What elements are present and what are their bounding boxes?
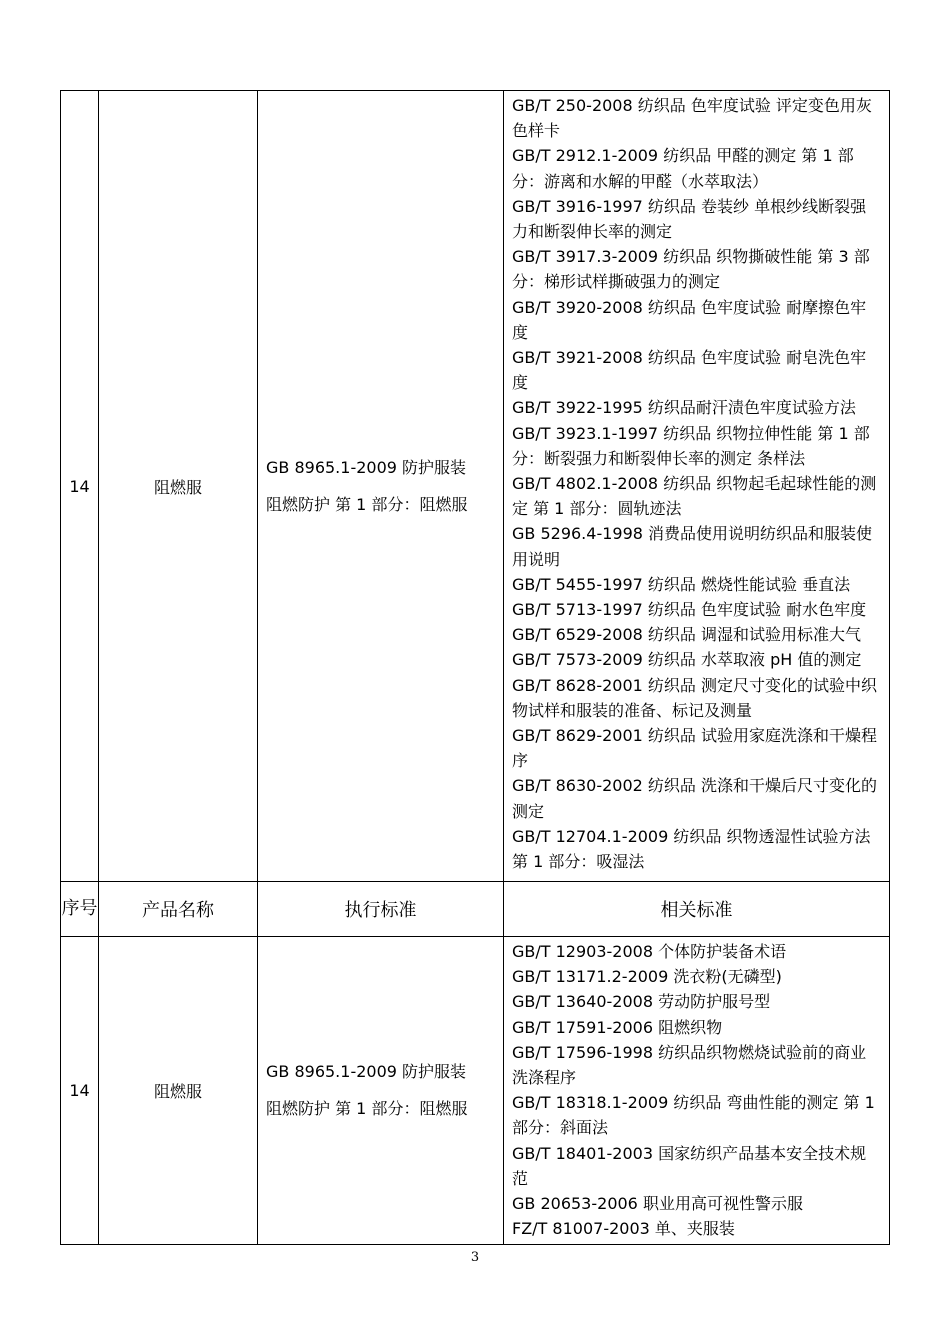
related-standard-item: FZ/T 81007-2003 单、夹服装 [512, 1219, 735, 1239]
row-number: 14 [61, 91, 99, 882]
related-standard-item: GB/T 12903-2008 个体防护装备术语 [512, 942, 787, 961]
page-number: 3 [470, 1250, 480, 1265]
execution-standard-line: GB 8965.1-2009 防护服装 [266, 1062, 467, 1081]
related-standard-item: GB/T 8628-2001 纺织品 测定尺寸变化的试验中织物试样和服装的准备、标记及测量 [512, 675, 878, 720]
row-number: 14 [61, 937, 99, 1245]
related-standard-item: GB/T 7573-2009 纺织品 水萃取液 pH 值的测定 [512, 650, 862, 670]
related-standard-item: GB/T 4802.1-2008 纺织品 织物起毛起球性能的测定 第 1 部分：圆轨迹法 [512, 474, 877, 519]
table-header-row [61, 882, 890, 937]
header-execution-standard: 执行标准 [258, 882, 504, 937]
related-standard-item: GB/T 12704.1-2009 纺织品 织物透湿性试验方法 第 1 部分：吸湿法 [512, 826, 871, 872]
execution-standard [258, 91, 504, 882]
related-standard-item: GB/T 18401-2003 国家纺织产品基本安全技术规范 [512, 1143, 867, 1188]
related-standard-item: GB/T 17591-2006 阻燃织物 [512, 1017, 723, 1037]
related-standard-item: GB/T 13640-2008 劳动防护服号型 [512, 992, 771, 1012]
product-name: 阻燃服 [99, 91, 258, 882]
related-standard-item: GB/T 5455-1997 纺织品 燃烧性能试验 垂直法 [512, 574, 851, 594]
related-standard-item: GB/T 3920-2008 纺织品 色牢度试验 耐摩擦色牢度 [512, 297, 867, 342]
related-standard-item: GB 20653-2006 职业用高可视性警示服 [512, 1194, 803, 1214]
related-standard-item: GB/T 3922-1995 纺织品耐汗渍色牢度试验方法 [512, 398, 856, 418]
execution-standard-line: 阻燃防护 第 1 部分：阻燃服 [266, 494, 468, 514]
execution-standard-line: GB 8965.1-2009 防护服装 [266, 457, 467, 477]
related-standard-item: GB/T 8629-2001 纺织品 试验用家庭洗涤和干燥程序 [512, 726, 878, 771]
standards-table [60, 90, 890, 1245]
header-product-name: 产品名称 [99, 882, 258, 937]
execution-standard-line: 阻燃防护 第 1 部分：阻燃服 [266, 1099, 468, 1118]
table-row [61, 937, 890, 1245]
related-standard-item: GB/T 17596-1998 纺织品织物燃烧试验前的商业洗涤程序 [512, 1042, 867, 1088]
related-standard-item: GB/T 3921-2008 纺织品 色牢度试验 耐皂洗色牢度 [512, 348, 867, 393]
related-standard-item: GB/T 6529-2008 纺织品 调湿和试验用标准大气 [512, 625, 862, 645]
related-standard-item: GB 5296.4-1998 消费品使用说明纺织品和服装使用说明 [512, 524, 873, 569]
related-standard-item: GB/T 250-2008 纺织品 色牢度试验 评定变色用灰色样卡 [512, 96, 872, 141]
header-number: 序号 [61, 882, 99, 937]
related-standard-item: GB/T 3917.3-2009 纺织品 织物撕破性能 第 3 部分：梯形试样撕破强力的测定 [512, 247, 870, 292]
related-standards [504, 937, 890, 1245]
related-standard-item: GB/T 18318.1-2009 纺织品 弯曲性能的测定 第 1 部分：斜面法 [512, 1093, 875, 1138]
related-standard-item: GB/T 3916-1997 纺织品 卷装纱 单根纱线断裂强力和断裂伸长率的测定 [512, 196, 867, 242]
related-standard-item: GB/T 5713-1997 纺织品 色牢度试验 耐水色牢度 [512, 600, 867, 620]
execution-standard [258, 937, 504, 1245]
related-standard-item: GB/T 3923.1-1997 纺织品 织物拉伸性能 第 1 部分：断裂强力和断裂伸长率的测定 条样法 [512, 423, 870, 468]
product-name: 阻燃服 [99, 937, 258, 1245]
related-standard-item: GB/T 8630-2002 纺织品 洗涤和干燥后尺寸变化的测定 [512, 776, 878, 821]
related-standard-item: GB/T 2912.1-2009 纺织品 甲醛的测定 第 1 部分：游离和水解的甲醛（水萃取法） [512, 146, 854, 191]
table-row [61, 91, 890, 882]
related-standard-item: GB/T 13171.2-2009 洗衣粉(无磷型) [512, 967, 782, 987]
related-standards [504, 91, 890, 882]
header-related-standards: 相关标准 [504, 882, 890, 937]
